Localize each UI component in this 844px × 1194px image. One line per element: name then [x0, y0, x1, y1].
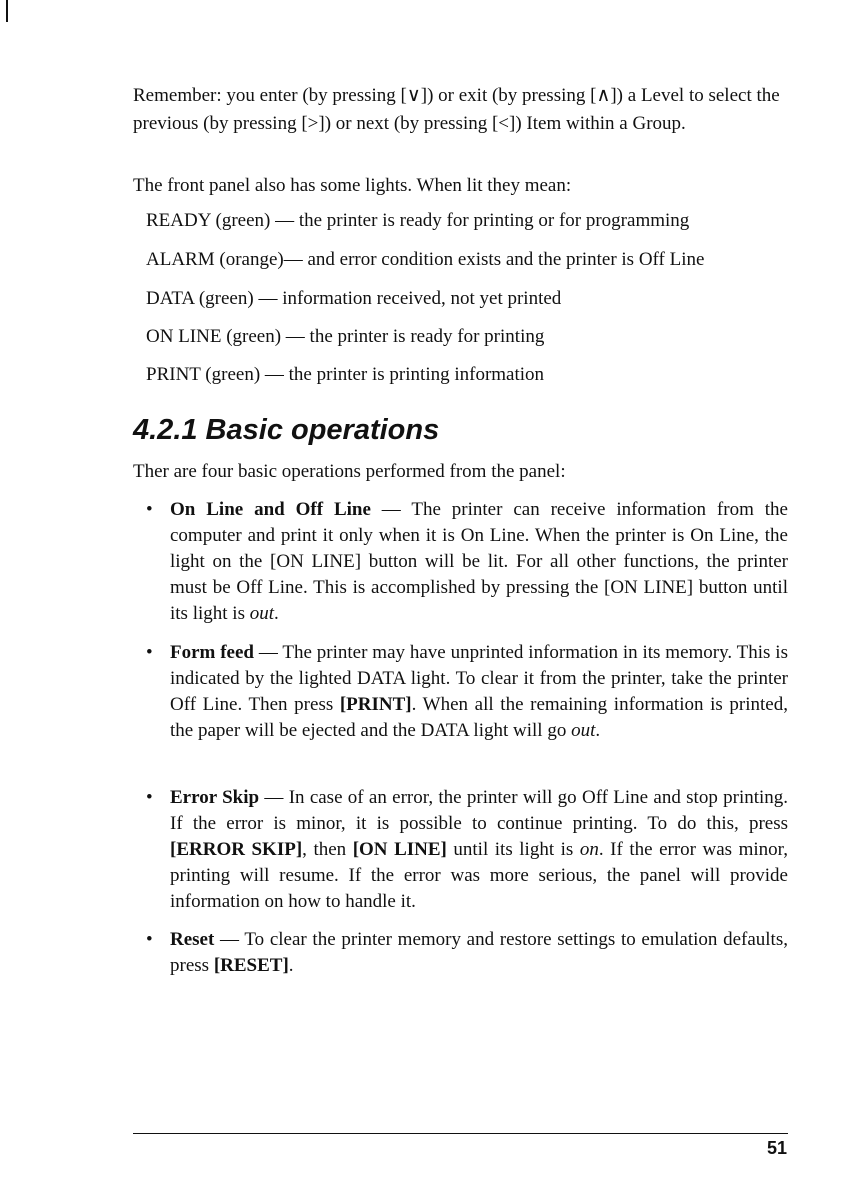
light-online: ON LINE (green) — the printer is ready for printing [146, 326, 545, 347]
bullet-errorskip-dash: — [259, 787, 289, 808]
bullet-formfeed-text-1: The printer may have unprinted information in its memory. This is indicated by the lighted DATA light. To clear it from the printer, take the printer Off Line. Then press [170, 642, 788, 715]
bullet-errorskip-body [170, 785, 788, 915]
bullet-error-skip [146, 785, 788, 920]
bullet-reset-term: Reset [170, 929, 215, 950]
bullet-formfeed-key: [PRINT] [339, 694, 412, 715]
light-ready: READY (green) — the printer is ready for printing or for programming [146, 210, 690, 231]
bullet-reset [146, 927, 788, 987]
bullet-errorskip-text-2: , then [302, 839, 353, 860]
bullet-errorskip-text-4: . If the error was minor, printing will resume. If the error was more serious, the panel will provide information on how to handle it. [170, 839, 788, 912]
bullet-errorskip-key-2: [ON LINE] [352, 839, 447, 860]
light-alarm: ALARM (orange)— and error condition exists and the printer is Off Line [146, 249, 705, 270]
bullet-reset-end: . [288, 955, 294, 976]
margin-mark [6, 0, 8, 22]
bullet-online-emph: out [249, 603, 274, 624]
bullet-formfeed-text-2: . When all the remaining information is printed, the paper will be ejected and the DATA light will go [170, 694, 788, 741]
section-intro: Ther are four basic operations performed from the panel: [133, 461, 566, 482]
footer-rule [133, 1133, 788, 1134]
bullet-formfeed-end: . [595, 720, 601, 741]
bullet-icon: • [146, 499, 153, 520]
bullet-online-text: The printer can receive information from the computer and print it only when it is On Line. When the printer is On Line, the light on the [ON LINE] button will be lit. For all other functions, the printer must be Off Line. This is accomplished by pressing the [ON LINE] button until its light is [170, 499, 788, 624]
bullet-icon: • [146, 929, 153, 950]
bullet-formfeed-body [170, 640, 788, 744]
bullet-errorskip-emph: on [579, 839, 599, 860]
section-heading: 4.2.1 Basic operations [133, 414, 440, 446]
bullet-errorskip-term: Error Skip [170, 787, 260, 808]
bullet-icon: • [146, 642, 153, 663]
lights-intro: The front panel also has some lights. When lit they mean: [133, 175, 572, 196]
bullet-formfeed-emph: out [571, 720, 596, 741]
bullet-icon: • [146, 787, 153, 808]
light-data: DATA (green) — information received, not yet printed [146, 288, 562, 309]
bullet-online-end: . [274, 603, 279, 624]
bullet-errorskip-text-1: In case of an error, the printer will go Off Line and stop printing. If the error is minor, it is possible to continue printing. To do this, press [170, 787, 789, 834]
bullet-form-feed [146, 640, 788, 775]
bullet-formfeed-term: Form feed [170, 642, 254, 663]
bullet-online-dash: — [370, 499, 412, 520]
bullet-reset-dash: — [214, 929, 245, 950]
light-print: PRINT (green) — the printer is printing information [146, 364, 545, 385]
reminder-paragraph: Remember: you enter (by pressing [∨]) or exit (by pressing [∧]) a Level to select the previous (by pressing [>]) or next (by pressing [<]) Item within a Group. [133, 85, 780, 134]
bullet-errorskip-key-1: [ERROR SKIP] [170, 839, 303, 860]
bullet-online-body [170, 497, 788, 627]
bullet-formfeed-dash: — [254, 642, 283, 663]
bullet-online-term: On Line and Off Line [170, 499, 371, 520]
bullet-online-offline [146, 497, 788, 632]
page-number: 51 [766, 1138, 787, 1158]
bullet-reset-key: [RESET] [213, 955, 289, 976]
bullet-reset-text: To clear the printer memory and restore settings to emulation defaults, press [170, 929, 788, 976]
bullet-reset-body [170, 927, 788, 979]
bullet-errorskip-text-3: until its light is [446, 839, 580, 860]
